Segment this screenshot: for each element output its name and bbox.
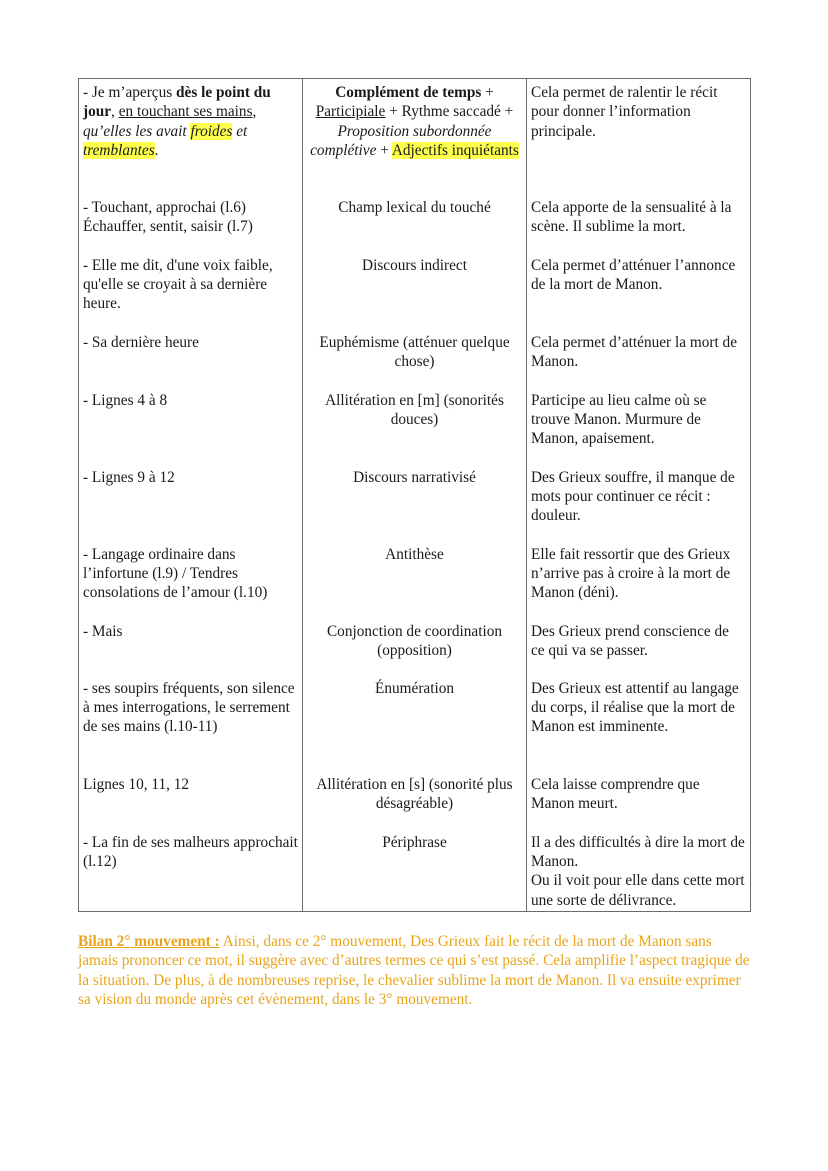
interpretation-cell: Des Grieux souffre, il manque de mots pour continuer ce récit : douleur. (527, 464, 751, 541)
procede-cell: Discours indirect (303, 252, 527, 329)
bilan-paragraph (78, 932, 750, 1010)
table-row (79, 829, 751, 912)
table-row (79, 541, 751, 618)
table-row (79, 387, 751, 464)
quote-cell: - Langage ordinaire dans l’infortune (l.9) / Tendres consolations de l’amour (l.10) (79, 541, 303, 618)
interpretation-cell: Cela laisse comprendre que Manon meurt. (527, 771, 751, 829)
quote-cell: - La fin de ses malheurs approchait (l.12) (79, 829, 303, 912)
interpretation-cell: Cela permet d’atténuer la mort de Manon. (527, 329, 751, 387)
procede-cell: Discours narrativisé (303, 464, 527, 541)
table-row (79, 618, 751, 675)
bilan-text: Ainsi, dans ce 2° mouvement, Des Grieux fait le récit de la mort de Manon sans jamais prononcer ce mot, il suggère avec d’autres termes ce qui s’est passé. Cela amplifie l’aspect tragique de la situation. De plus, à de nombreuses reprise, le chevalier sublime la mort de Manon. Il va ensuite exprimer sa vision du monde après cet évènement, dans le 3° mouvement. (78, 933, 750, 1009)
interpretation-cell: Participe au lieu calme où se trouve Manon. Murmure de Manon, apaisement. (527, 387, 751, 464)
analysis-table (78, 78, 751, 912)
interpretation-cell: Il a des difficultés à dire la mort de Manon. Ou il voit pour elle dans cette mort une sorte de délivrance. (527, 829, 751, 912)
procede-cell: Euphémisme (atténuer quelque chose) (303, 329, 527, 387)
procede-cell: Complément de temps + Participiale + Rythme saccadé + Proposition subordonnée complétive + Adjectifs inquiétants (303, 79, 527, 194)
quote-cell: - Touchant, approchai (l.6) Échauffer, sentit, saisir (l.7) (79, 194, 303, 252)
quote-cell: - Sa dernière heure (79, 329, 303, 387)
procede-cell: Antithèse (303, 541, 527, 618)
interpretation-cell: Des Grieux prend conscience de ce qui va se passer. (527, 618, 751, 675)
quote-cell: - Mais (79, 618, 303, 675)
interpretation-cell: Des Grieux est attentif au langage du corps, il réalise que la mort de Manon est imminente. (527, 675, 751, 771)
procede-cell: Champ lexical du touché (303, 194, 527, 252)
interpretation-cell: Cela apporte de la sensualité à la scène. Il sublime la mort. (527, 194, 751, 252)
table-row (79, 79, 751, 194)
procede-cell: Allitération en [m] (sonorités douces) (303, 387, 527, 464)
procede-cell: Allitération en [s] (sonorité plus désagréable) (303, 771, 527, 829)
table-row (79, 771, 751, 829)
procede-cell: Périphrase (303, 829, 527, 912)
quote-cell: - Je m’aperçus dès le point du jour, en touchant ses mains, qu’elles les avait froides et tremblantes. (79, 79, 303, 194)
procede-cell: Énumération (303, 675, 527, 771)
bilan-title: Bilan 2° mouvement : (78, 933, 220, 950)
quote-cell: - Lignes 9 à 12 (79, 464, 303, 541)
interpretation-cell: Elle fait ressortir que des Grieux n’arrive pas à croire à la mort de Manon (déni). (527, 541, 751, 618)
table-row (79, 329, 751, 387)
table-row (79, 252, 751, 329)
interpretation-cell: Cela permet de ralentir le récit pour donner l’information principale. (527, 79, 751, 194)
table-row (79, 675, 751, 771)
procede-cell: Conjonction de coordination (opposition) (303, 618, 527, 675)
table-row (79, 194, 751, 252)
quote-cell: - ses soupirs fréquents, son silence à mes interrogations, le serrement de ses mains (l.10-11) (79, 675, 303, 771)
quote-cell: - Elle me dit, d'une voix faible, qu'elle se croyait à sa dernière heure. (79, 252, 303, 329)
interpretation-cell: Cela permet d’atténuer l’annonce de la mort de Manon. (527, 252, 751, 329)
quote-cell: Lignes 10, 11, 12 (79, 771, 303, 829)
table-row (79, 464, 751, 541)
quote-cell: - Lignes 4 à 8 (79, 387, 303, 464)
